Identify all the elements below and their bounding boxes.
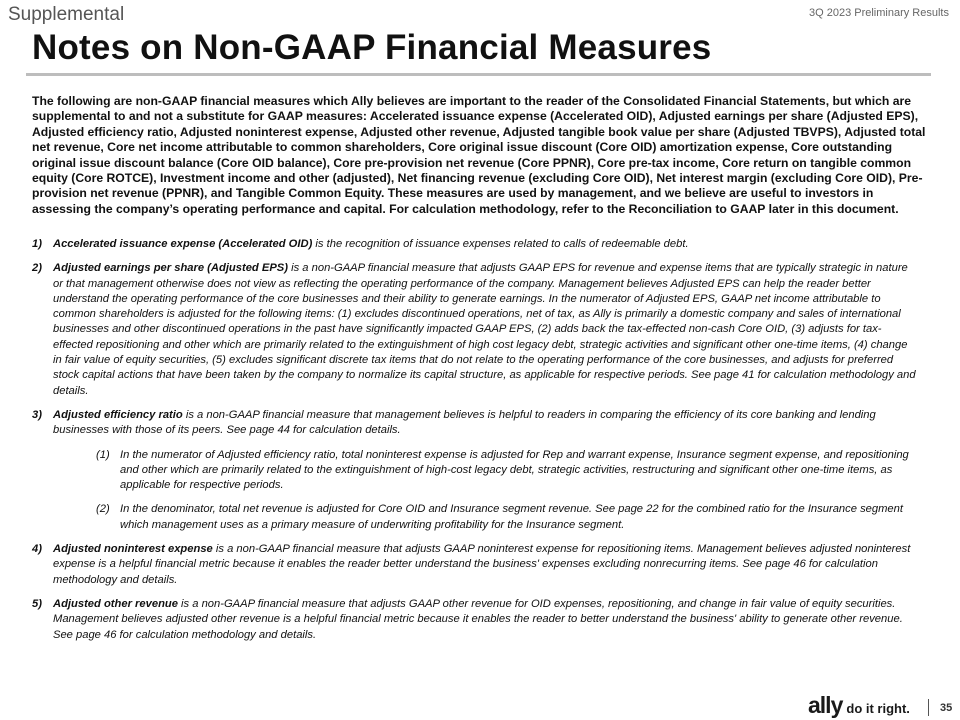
logo-wordmark: ally <box>808 692 843 718</box>
note-number: 5) <box>32 597 42 610</box>
subnote-number: (2) <box>96 503 110 516</box>
note-item <box>32 408 917 439</box>
note-term: Adjusted efficiency ratio <box>53 408 183 421</box>
note-item <box>32 237 917 252</box>
note-text: is a non-GAAP financial measure that adjusts GAAP other revenue for OID expenses, repositioning, and change in fair value of equity securities. Management believes adjusted other revenue is a helpful financial metric because it enables the reader to better understand the business' ability to generate other revenue. See page 46 for calculation methodology and details. <box>53 597 903 641</box>
subnote-item <box>32 448 917 494</box>
note-number: 1) <box>32 238 42 250</box>
note-text: is the recognition of issuance expenses related to calls of redeemable debt. <box>312 238 689 250</box>
section-label: Supplemental <box>8 4 125 25</box>
note-number: 2) <box>32 262 42 275</box>
note-number: 4) <box>32 543 42 556</box>
note-term: Adjusted earnings per share (Adjusted EPS) <box>53 262 288 275</box>
subnote-item <box>32 502 917 533</box>
notes-list <box>32 237 917 652</box>
subnote-text: In the numerator of Adjusted efficiency ratio, total noninterest expense is adjusted for Rep and warrant expense, Insurance segment expense, and repositioning and other which are primarily related to the extinguishment of high-cost legacy debt, strategic activities, restructuring and significant other one-time items, as applicable for respective periods. <box>120 448 909 492</box>
note-text: is a non-GAAP financial measure that management believes is helpful to readers in comparing the efficiency of its core banking and lending businesses with those of its peers. See page 44 for calculation details. <box>53 408 876 437</box>
note-text: is a non-GAAP financial measure that adjusts GAAP noninterest expense for repositioning items. Management believes adjusted noninterest expense is a helpful financial metric because it enables the reader better understand the business' expenses excluding nonrecurring items. See page 46 for calculation methodology and details. <box>53 543 911 586</box>
intro-paragraph: The following are non-GAAP financial measures which Ally believes are important to the reader of the Consolidated Financial Statements, but which are supplemental to and not a substitute for GAAP measures: Accelerated issuance expense (Accelerated OID), Adjusted earnings per share (Adjusted EPS), Adjusted efficiency ratio, Adjusted noninterest expense, Adjusted other revenue, Adjusted tangible book value per share (Adjusted TBVPS), Adjusted total net revenue, Core net income attributable to common shareholders, Core original issue discount (Core OID) amortization expense, Core outstanding original issue discount balance (Core OID balance), Core pre-provision net revenue (Core PPNR), Core pre-tax income, Core return on tangible common equity (Core ROTCE), Investment income and other (adjusted), Net financing revenue (excluding Core OID), Net interest margin (excluding Core OID), Pre-provision net revenue (PPNR), and Tangible Common Equity. These measures are used by management, and we believe are useful to investors in assessing the company’s operating performance and capital. For calculation methodology, refer to the Reconciliation to GAAP later in this document. <box>32 94 926 216</box>
subnote-text: In the denominator, total net revenue is adjusted for Core OID and Insurance segment revenue. See page 22 for the combined ratio for the Insurance segment which management uses as a primary measure of underwriting profitability for the Insurance segment. <box>120 503 903 531</box>
note-text: is a non-GAAP financial measure that adjusts GAAP EPS for revenue and expense items that are typically strategic in nature or that management otherwise does not view as reflecting the operating performance of the company. Management believes Adjusted EPS can help the reader better understand the operating performance of the core businesses and their ability to generate earnings. In the numerator of Adjusted EPS, GAAP net income attributable to common shareholders is adjusted for the following items: (1) excludes discontinued operations, net of tax, as Ally is primarily a domestic company and sales of international businesses and other discontinued operations in the past have significantly impacted GAAP EPS, (2) adds back the tax-effected non-cash Core OID, (3) adjusts for tax-effected repositioning and other which are primarily related to the extinguishment of high cost legacy debt, strategic activities and significant other one-time items, (4) change in fair value of equity securities, (5) excludes significant discrete tax items that do not relate to the operating performance of the core businesses, and adjusts for preferred stock capital actions that have been taken by the company to normalize its capital structure, as applicable for respective periods. See page 41 for calculation methodology and details. <box>53 262 916 397</box>
note-item <box>32 261 917 399</box>
subnote-number: (1) <box>96 448 110 461</box>
document-title: 3Q 2023 Preliminary Results <box>808 7 949 19</box>
ally-logo <box>808 692 910 719</box>
title-divider <box>26 73 931 76</box>
note-term: Adjusted other revenue <box>53 597 178 610</box>
note-term: Accelerated issuance expense (Accelerated OID) <box>53 238 313 250</box>
footer-divider <box>928 699 929 716</box>
note-item <box>32 597 917 643</box>
page-title: Notes on Non-GAAP Financial Measures <box>32 28 712 67</box>
note-item <box>32 542 917 588</box>
page-number: 35 <box>940 702 953 714</box>
logo-tagline: do it right. <box>846 701 910 716</box>
note-term: Adjusted noninterest expense <box>53 543 213 556</box>
note-number: 3) <box>32 408 42 421</box>
